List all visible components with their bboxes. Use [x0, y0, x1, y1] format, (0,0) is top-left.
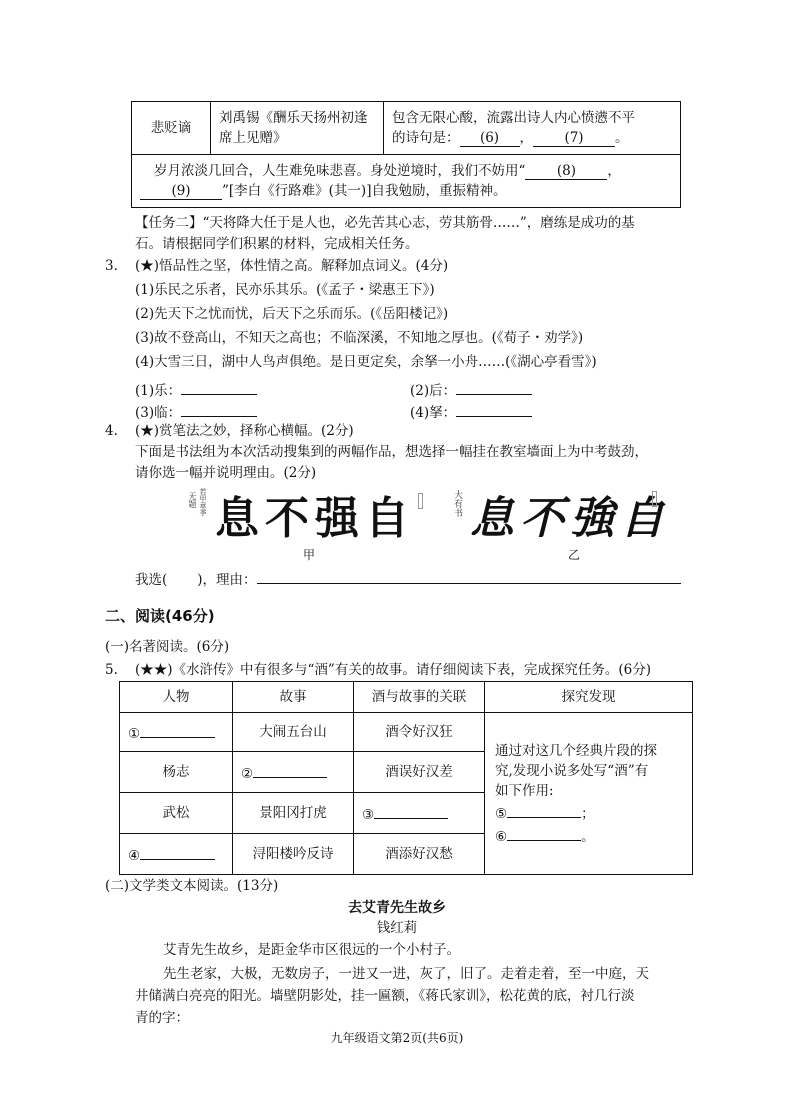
- desc-cell: 包含无限心酸，流露出诗人内心愤懑不平 的诗句是： (6) ， (7) 。: [384, 102, 681, 155]
- section-2-sub2: (二)文学类文本阅读。(13分): [105, 878, 279, 894]
- q5-row2-relation: 酒误好汉差: [354, 752, 485, 793]
- q5-blank-5[interactable]: [507, 801, 581, 818]
- q5-row4-person: ④: [120, 834, 233, 875]
- calligraphy-b-inscription: 大有书: [452, 490, 462, 517]
- q5-row2-story: ②: [233, 752, 354, 793]
- article-p2-line1: 先生老家，大极，无数房子，一进又一进，灰了，旧了。走着走着，至一中庭，天: [163, 966, 649, 982]
- q5-blank-6[interactable]: [507, 824, 581, 841]
- q5-blank-3[interactable]: [374, 802, 448, 819]
- q3-answer-4: (4)拏：: [410, 400, 532, 423]
- q3-sentence-2: (2)先天下之忧而忧，后天下之乐而乐。(《岳阳楼记》): [135, 306, 449, 322]
- calligraphy-b-seal: [652, 491, 657, 507]
- q3-sentence-3: (3)故不登高山，不知天之高也；不临深溪，不知地之厚也。(《荀子・劝学》): [135, 330, 584, 346]
- q5-header-story: 故事: [233, 682, 354, 713]
- q5-blank-1[interactable]: [140, 721, 215, 738]
- calligraphy-a-inscription: 无题: [188, 492, 197, 508]
- calligraphy-a: 息不强自: [215, 493, 415, 544]
- q5-row2-person: 杨志: [120, 752, 233, 793]
- q3-answer-2: (2)后：: [410, 378, 532, 401]
- label-yi: 乙: [568, 548, 581, 562]
- task2-line2: 石。请根据同学们积累的材料，完成相关任务。: [135, 236, 419, 252]
- q5-row1-relation: 酒令好汉狂: [354, 713, 485, 752]
- q5-number: 5.: [105, 662, 118, 678]
- q5-row3-relation: ③: [354, 793, 485, 834]
- calligraphy-a-seal: [418, 493, 423, 509]
- label-jia: 甲: [303, 548, 316, 562]
- blank-7[interactable]: (7): [533, 130, 615, 147]
- article-p2-line2: 井储满白亮亮的阳光。墙壁阴影处，挂一匾额，《蒋氏家训》，松花黄的底，衬几行淡: [135, 988, 635, 1004]
- task2-line1: 【任务二】“天将降大任于是人也，必先苦其心志，劳其筋骨……”，磨练是成功的基: [135, 215, 635, 231]
- q5-row4-story: 浔阳楼吟反诗: [233, 834, 354, 875]
- q5-header-finding: 探究发现: [485, 682, 693, 713]
- article-p2-line3: 青的字：: [135, 1010, 189, 1026]
- q3-answer-2-blank[interactable]: [456, 378, 532, 395]
- page-footer: 九年级语文第2页(共6页): [330, 1031, 464, 1045]
- q3-sentence-1: (1)乐民之乐者，民亦乐其乐。(《孟子・梁惠王下》): [135, 282, 435, 298]
- q5-row1-person: ①: [120, 713, 233, 752]
- q4-line1: 下面是书法组为本次活动搜集到的两幅作品，想选择一幅挂在教室墙面上为中考鼓劲，: [135, 444, 648, 460]
- top-table: [131, 101, 681, 208]
- section-2-title: 二、阅读(46分): [105, 607, 215, 625]
- q3-number: 3.: [105, 258, 118, 274]
- article-title: 去艾青先生故乡: [348, 900, 446, 916]
- q3-answer-4-blank[interactable]: [456, 400, 532, 417]
- summary-cell: 岁月浓淡几回合，人生难免味悲喜。身处逆境时，我们不妨用“ (8) ， (9) ”[李白《行路难》(其一)]自我勉励，重振精神。: [132, 155, 681, 208]
- q5-header-person: 人物: [120, 682, 233, 713]
- q3-sentence-4: (4)大雪三日，湖中人鸟声俱绝。是日更定矣，余拏一小舟……(《湖心亭看雪》): [135, 354, 597, 370]
- q3-answer-1: (1)乐：: [135, 378, 257, 401]
- reason-blank[interactable]: [257, 567, 681, 584]
- blank-9[interactable]: (9): [140, 183, 222, 200]
- section-2-sub1: (一)名著阅读。(6分): [105, 639, 230, 655]
- q4-stem: (★)赏笔法之妙，择称心横幅。(2分): [135, 423, 354, 439]
- article-author: 钱红莉: [376, 920, 418, 936]
- q5-row3-story: 景阳冈打虎: [233, 793, 354, 834]
- calligraphy-a-inscription-2: 若甲章季: [199, 488, 207, 516]
- q5-finding-cell: 通过对这几个经典片段的探 究,发现小说多处写“酒”有 如下作用: ⑤ ； ⑥ 。: [485, 713, 693, 875]
- q5-blank-4[interactable]: [140, 843, 215, 860]
- q5-row4-relation: 酒添好汉愁: [354, 834, 485, 875]
- q4-choose-row: 我选( )，理由：: [135, 567, 681, 590]
- q4-number: 4.: [105, 423, 118, 439]
- article-p1: 艾青先生故乡，是距金华市区很远的一个小村子。: [163, 942, 460, 958]
- category-cell: 悲贬谪: [132, 102, 211, 155]
- q5-blank-2[interactable]: [253, 761, 327, 778]
- q5-table: [119, 681, 693, 875]
- calligraphy-b: 息不強自: [470, 493, 670, 544]
- q5-row1-story: 大闹五台山: [233, 713, 354, 752]
- blank-8[interactable]: (8): [525, 163, 607, 180]
- q5-row3-person: 武松: [120, 793, 233, 834]
- q3-answer-1-blank[interactable]: [181, 378, 257, 395]
- blank-6[interactable]: (6): [460, 130, 520, 147]
- q3-stem: (★)悟品性之坚，体性情之高。解释加点词义。(4分): [135, 258, 449, 274]
- q3-answer-3: (3)临：: [135, 400, 257, 423]
- q4-line2: 请你选一幅并说明理由。(2分): [135, 465, 317, 481]
- q3-answer-3-blank[interactable]: [181, 400, 257, 417]
- q5-header-relation: 酒与故事的关联: [354, 682, 485, 713]
- poem-cell: 刘禹锡《酬乐天扬州初逢席上见赠》: [211, 102, 384, 155]
- q5-stem: (★★)《水浒传》中有很多与“酒”有关的故事。请仔细阅读下表，完成探究任务。(6分): [135, 662, 651, 678]
